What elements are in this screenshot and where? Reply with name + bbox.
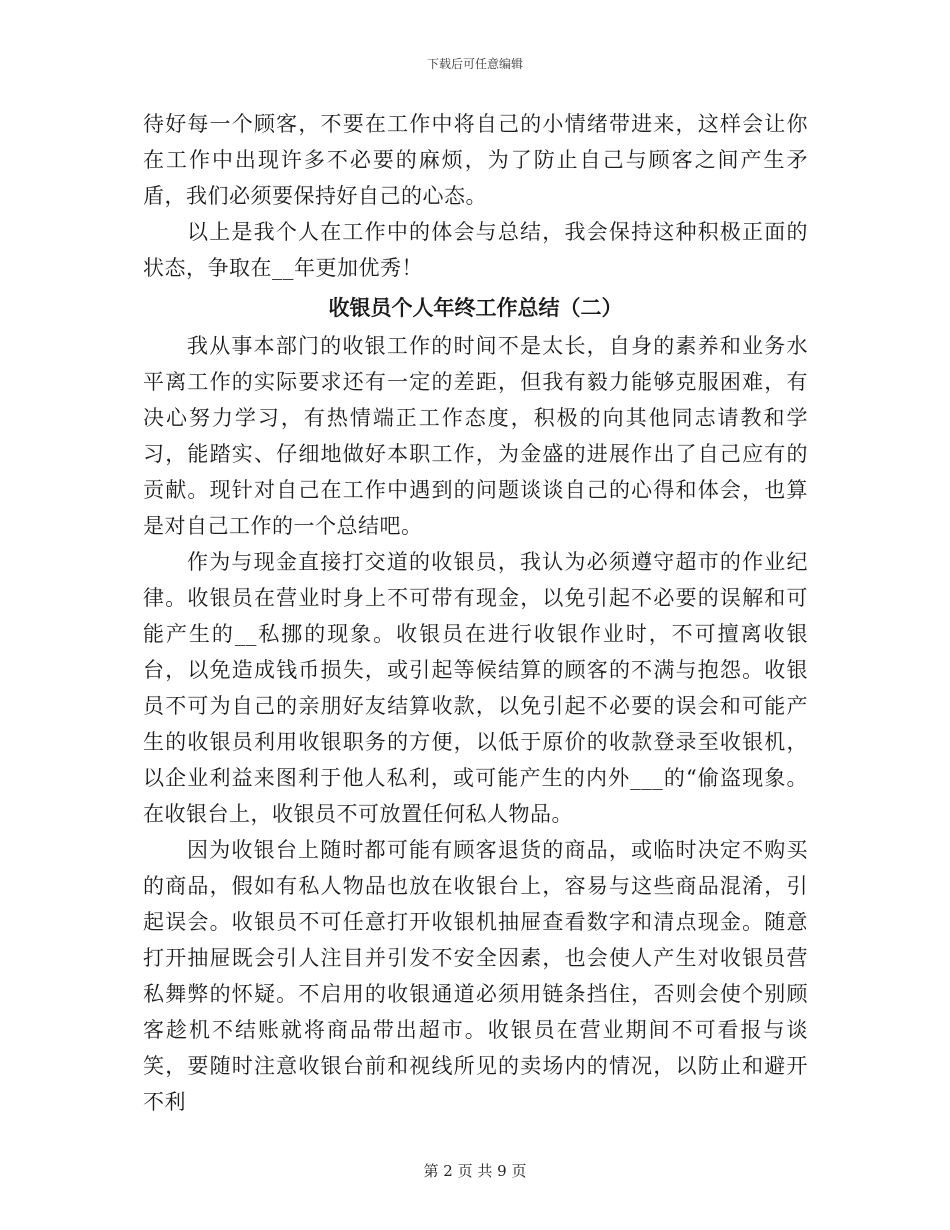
paragraph-discipline: 作为与现金直接打交道的收银员，我认为必须遵守超市的作业纪律。收银员在营业时身上不可带有现金，以免引起不必要的误解和可能产生的__私挪的现象。收银员在进行收银作业时，不可擅离收银台，以免造成钱币损失，或引起等候结算的顾客的不满与抱怨。收银员不可为自己的亲朋好友结算收款，以免引起不必要的误会和可能产生的收银员利用收银职务的方便，以低于原价的收款登录至收银机，以企业利益来图利于他人私利，或可能产生的内外___的“偷盗现象。在收银台上，收银员不可放置任何私人物品。 <box>143 550 808 826</box>
header-note: 下载后可任意编辑 <box>426 57 523 71</box>
paragraph-conclusion: 以上是我个人在工作中的体会与总结，我会保持这种积极正面的状态，争取在__年更加优秀！ <box>143 220 808 280</box>
document-body <box>143 106 808 1120</box>
paragraph-continuation: 待好每一个顾客，不要在工作中将自己的小情绪带进来，这样会让你在工作中出现许多不必要的麻烦，为了防止自己与顾客之间产生矛盾，我们必须要保持好自己的心态。 <box>143 112 808 208</box>
paragraph-counter-rules: 因为收银台上随时都可能有顾客退货的商品，或临时决定不购买的商品，假如有私人物品也放在收银台上，容易与这些商品混淆，引起误会。收银员不可任意打开收银机抽屉查看数字和清点现金。随意打开抽屉既会引人注目并引发不安全因素，也会使人产生对收银员营私舞弊的怀疑。不启用的收银通道必须用链条挡住，否则会使个别顾客趁机不结账就将商品带出超市。收银员在营业期间不可看报与谈笑，要随时注意收银台前和视线所见的卖场内的情况，以防止和避开不利 <box>143 838 808 1114</box>
section-title: 收银员个人年终工作总结（二） <box>328 296 623 320</box>
page-number: 第 2 页 共 9 页 <box>423 1162 527 1180</box>
paragraph-intro: 我从事本部门的收银工作的时间不是太长，自身的素养和业务水平离工作的实际要求还有一定的差距，但我有毅力能够克服困难，有决心努力学习，有热情端正工作态度，积极的向其他同志请教和学习，能踏实、仔细地做好本职工作，为金盛的进展作出了自己应有的贡献。现针对自己在工作中遇到的问题谈谈自己的心得和体会，也算是对自己工作的一个总结吧。 <box>143 334 808 538</box>
